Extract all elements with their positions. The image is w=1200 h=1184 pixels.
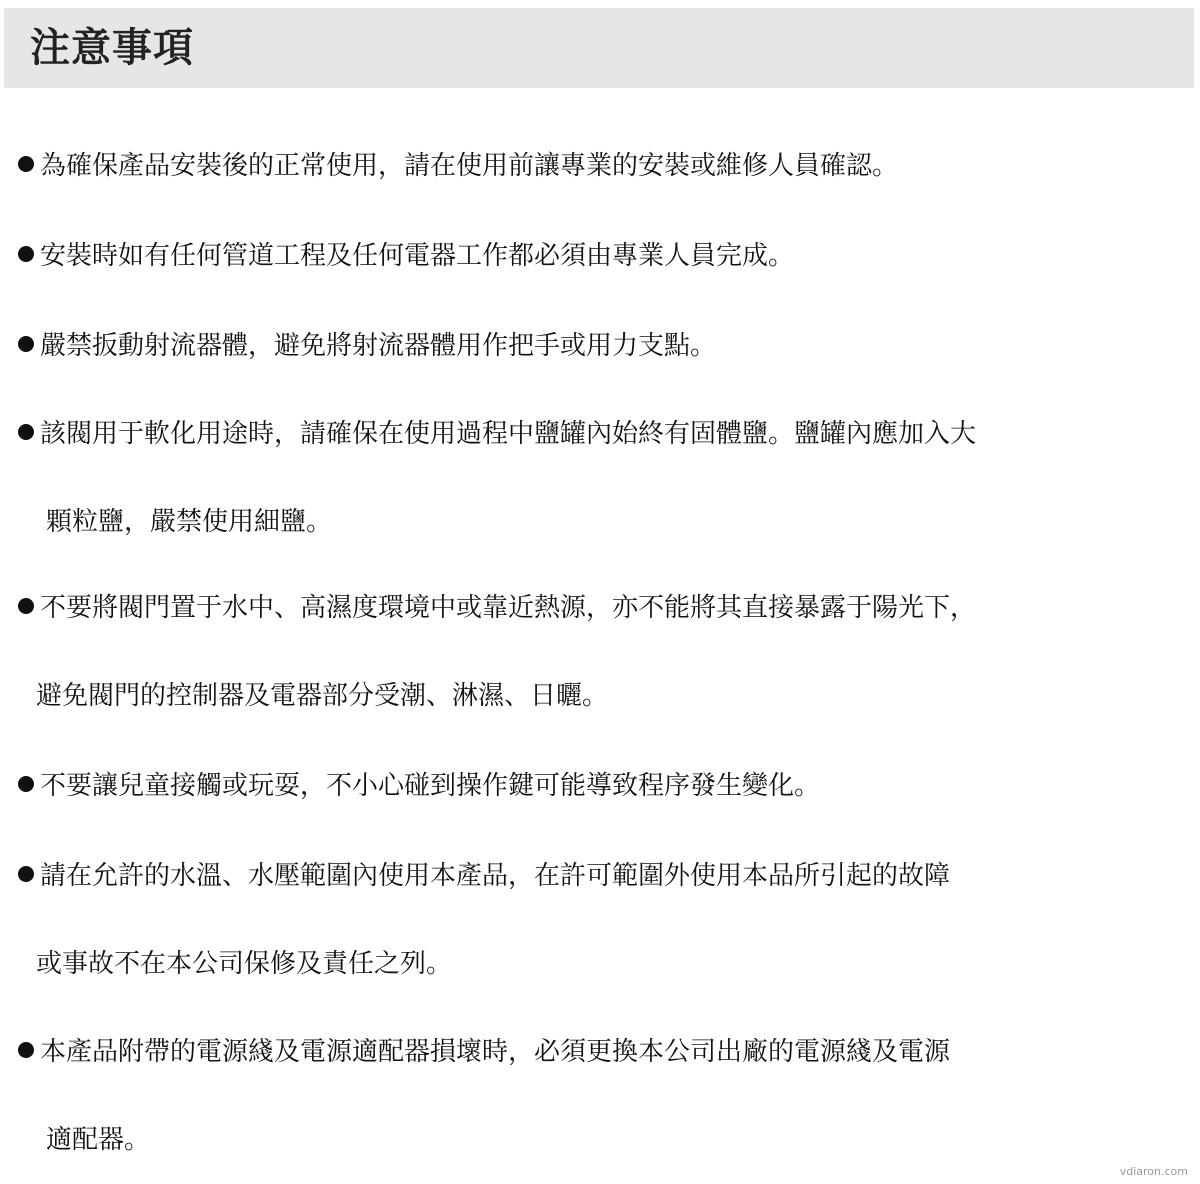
notice-item	[18, 144, 1178, 188]
notice-continuation: 適配器。	[46, 1125, 151, 1155]
bullet-dot-icon	[18, 246, 34, 262]
notice-text: 嚴禁扳動射流器體，避免將射流器體用作把手或用力支點。	[40, 331, 717, 361]
bullet-dot-icon	[18, 866, 34, 882]
bullet-dot-icon	[18, 776, 34, 792]
notice-text: 安裝時如有任何管道工程及任何電器工作都必須由專業人員完成。	[40, 241, 795, 271]
notice-item	[18, 764, 1178, 808]
watermark: vdiaron.com	[1119, 1165, 1188, 1178]
notice-item	[18, 412, 1178, 456]
notice-text: 為確保產品安裝後的正常使用，請在使用前讓專業的安裝或維修人員確認。	[40, 151, 899, 181]
notice-continuation: 顆粒鹽，嚴禁使用細鹽。	[46, 507, 333, 537]
notice-text: 請在允許的水溫、水壓範圍內使用本產品，在許可範圍外使用本品所引起的故障	[40, 861, 951, 891]
bullet-dot-icon	[18, 424, 34, 440]
bullet-dot-icon	[18, 1042, 34, 1058]
page-title: 注意事項	[30, 25, 194, 71]
bullet-dot-icon	[18, 336, 34, 352]
notice-item	[18, 324, 1178, 368]
notice-item	[18, 586, 1178, 630]
notice-item	[18, 234, 1178, 278]
notice-continuation: 或事故不在本公司保修及責任之列。	[36, 949, 453, 979]
bullet-dot-icon	[18, 598, 34, 614]
notice-item	[18, 1030, 1178, 1074]
bullet-dot-icon	[18, 156, 34, 172]
notice-continuation: 避免閥門的控制器及電器部分受潮、淋濕、日曬。	[36, 681, 609, 711]
notice-text: 本產品附帶的電源綫及電源適配器損壞時，必須更換本公司出廠的電源綫及電源	[40, 1037, 951, 1067]
notice-text: 該閥用于軟化用途時，請確保在使用過程中鹽罐內始終有固體鹽。鹽罐內應加入大	[40, 419, 977, 449]
notice-text: 不要將閥門置于水中、高濕度環境中或靠近熱源，亦不能將其直接暴露于陽光下，	[40, 593, 977, 623]
notice-item	[18, 854, 1178, 898]
notice-text: 不要讓兒童接觸或玩耍，不小心碰到操作鍵可能導致程序發生變化。	[40, 771, 821, 801]
